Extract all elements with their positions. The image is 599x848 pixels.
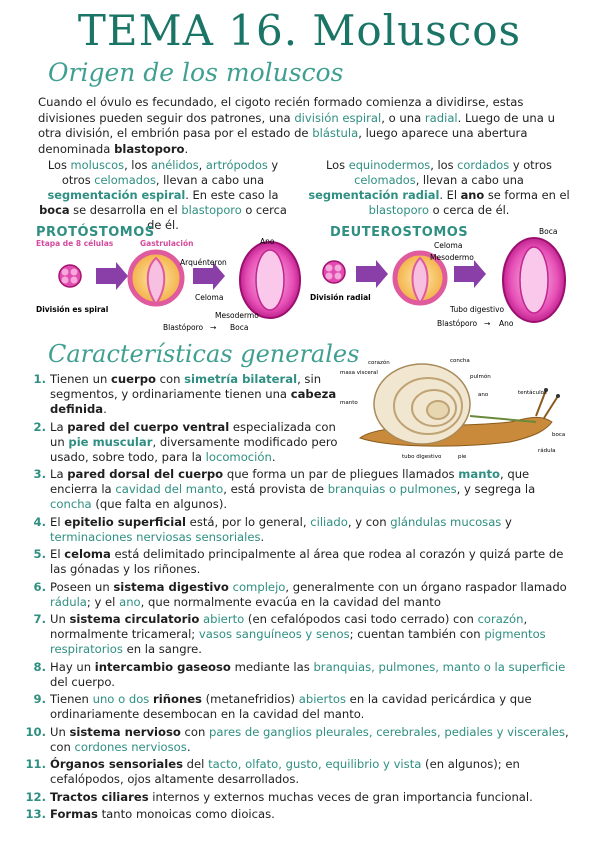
- protostomes-text: Los moluscos, los anélidos, artrópodos y otros celomados, llevan a cabo una segmentación espiral. En este caso la boca se desarrolla en el blastoporo o cerca de él.: [39, 158, 287, 232]
- item-text: La pared del cuerpo ventral especializada con un pie muscular, diversamente modificado pero usado, sobre todo, para la locomoción.: [50, 419, 338, 464]
- item-text: Hay un intercambio gaseoso mediante las branquias, pulmones, manto o la superficie del cuerpo.: [50, 659, 566, 689]
- boca-label: Boca: [230, 323, 249, 332]
- item-number: 6.: [33, 579, 46, 594]
- item-text: La pared dorsal del cuerpo que forma un par de pliegues llamados manto, que encierra la cavidad del manto, está provista de branquias o pulmones, y segrega la concha (que falta en algunos).: [50, 467, 536, 511]
- snail-boca-label: boca: [552, 432, 566, 438]
- blastoporo-label: Blastóporo: [163, 323, 204, 332]
- mesodermo-label: Mesodermo: [215, 311, 259, 320]
- deut-tubo-label: Tubo digestivo: [450, 305, 505, 314]
- item-number: 11.: [25, 757, 46, 771]
- characteristic-item: [33, 467, 570, 512]
- division-label: División es spiral: [36, 305, 109, 314]
- deuterostomes-label: DEUTEROSTOMOS: [330, 225, 469, 240]
- coelom-embryo: [240, 242, 300, 318]
- celoma-label: Celoma: [195, 293, 224, 302]
- arrow-text: →: [210, 323, 217, 332]
- snail-corazon-label: corazón: [368, 360, 390, 366]
- deut-boca-label: Boca: [539, 228, 558, 236]
- item-text: Tractos ciliares internos y externos muchas veces de gran importancia funcional.: [50, 789, 533, 804]
- characteristic-item: [25, 757, 570, 787]
- characteristics-list: [25, 372, 570, 825]
- item-number: 2.: [33, 419, 46, 434]
- etapa-label: Etapa de 8 células: [36, 239, 114, 248]
- snail-concha-label: concha: [450, 358, 470, 364]
- snail-manto-label: manto: [340, 400, 358, 406]
- snail-pulmon-label: pulmón: [470, 374, 491, 380]
- snail-masa-label: masa visceral: [340, 370, 378, 376]
- item-number: 7.: [33, 612, 46, 626]
- deut-coelom-embryo: [503, 238, 565, 322]
- snail-radula-label: rádula: [538, 448, 556, 454]
- snail-pie-label: pie: [458, 454, 467, 460]
- gastrulacion-label: Gastrulación: [140, 239, 194, 248]
- deut-mesodermo-label: Mesodermo: [430, 253, 474, 262]
- item-text: Órganos sensoriales del tacto, olfato, gusto, equilibrio y vista (en algunos); en cefalópodos, ojos altamente desarrollados.: [50, 757, 520, 786]
- item-number: 1.: [33, 372, 46, 386]
- characteristic-item: [33, 372, 342, 417]
- characteristic-item: [33, 659, 570, 690]
- deut-ano-label: Ano: [499, 319, 514, 328]
- item-text: El epitelio superficial está, por lo general, ciliado, y con glándulas mucosas y terminaciones nerviosas sensoriales.: [50, 514, 512, 544]
- item-number: 10.: [25, 724, 46, 739]
- item-number: 13.: [25, 807, 46, 821]
- arrow-4: [454, 260, 486, 288]
- protostome-diagram: [30, 238, 310, 336]
- eight-cell-embryo: [59, 265, 81, 287]
- snail-ano-label: ano: [478, 392, 489, 398]
- item-text: Un sistema nervioso con pares de ganglios pleurales, cerebrales, pediales y viscerales, con cordones nerviosos.: [50, 724, 569, 754]
- characteristic-item: [33, 514, 570, 545]
- protostomes-label: PROTÓSTOMOS: [36, 225, 155, 240]
- snail-tentaculos-label: tentáculos: [518, 390, 547, 396]
- item-text: Un sistema circulatorio abierto (en cefalópodos casi todo cerrado) con corazón, normalmente tricameral; vasos sanguíneos y senos; cuentan también con pigmentos respiratorios en la sangre.: [50, 612, 546, 656]
- characteristic-item: [25, 807, 570, 822]
- snail-tubo-label: tubo digestivo: [402, 454, 442, 460]
- arquenteron-label: Arquénteron: [180, 258, 227, 267]
- arrow-1: [96, 262, 128, 290]
- deut-celoma-label: Celoma: [434, 241, 463, 250]
- characteristic-item: [25, 724, 570, 755]
- page-title: TEMA 16. Moluscos: [77, 6, 522, 55]
- deuterostomes-text: Los equinodermos, los cordados y otros celomados, llevan a cabo una segmentación radial. El ano se forma en el blastoporo o cerca de él.: [308, 158, 570, 217]
- item-text: Poseen un sistema digestivo complejo, generalmente con un órgano raspador llamado rádula; y el ano, que normalmente evacúa en la cavidad del manto: [50, 579, 567, 609]
- deut-division-label: División radial: [310, 293, 371, 302]
- item-number: 8.: [33, 659, 46, 674]
- ano-label: Ano: [260, 238, 275, 246]
- characteristic-item: [33, 612, 570, 657]
- characteristic-item: [33, 692, 570, 722]
- item-text: El celoma está delimitado principalmente al área que rodea al corazón y quizá parte de las gónadas y los riñones.: [50, 547, 564, 576]
- origin-intro: Cuando el óvulo es fecundado, el cigoto recién formado comienza a dividirse, estas divisiones pueden seguir dos patrones, una división espiral, o una radial. Luego de una u otra división, el embrión pasa por el estado de blástula, luego aparece una abertura denominada blastoporo.: [38, 95, 555, 156]
- deut-blastoporo-label: Blastóporo: [437, 319, 478, 328]
- characteristic-item: [25, 789, 570, 805]
- origin-heading: Origen de los moluscos: [48, 58, 344, 87]
- characteristic-item: [33, 419, 342, 465]
- radial-embryo: [323, 261, 345, 283]
- deuterostome-diagram: [304, 228, 582, 336]
- gastrula: [130, 252, 182, 304]
- item-number: 4.: [33, 514, 46, 529]
- arrow-3: [356, 260, 388, 288]
- item-number: 5.: [33, 547, 46, 561]
- characteristic-item: [33, 547, 570, 577]
- characteristic-item: [33, 579, 570, 610]
- deut-arrow-text: →: [484, 319, 491, 328]
- item-number: 12.: [25, 789, 46, 804]
- item-number: 3.: [33, 467, 46, 481]
- item-number: 9.: [33, 692, 46, 706]
- item-text: Tienen un cuerpo con simetría bilateral, sin segmentos, y ordinariamente tienen una cabeza definida.: [50, 372, 337, 416]
- characteristics-heading: Características generales: [48, 340, 360, 368]
- item-text: Formas tanto monoicas como dioicas.: [50, 807, 275, 821]
- item-text: Tienen uno o dos riñones (metanefridios) abiertos en la cavidad pericárdica y que ordinariamente desembocan en la cavidad del manto.: [50, 692, 532, 721]
